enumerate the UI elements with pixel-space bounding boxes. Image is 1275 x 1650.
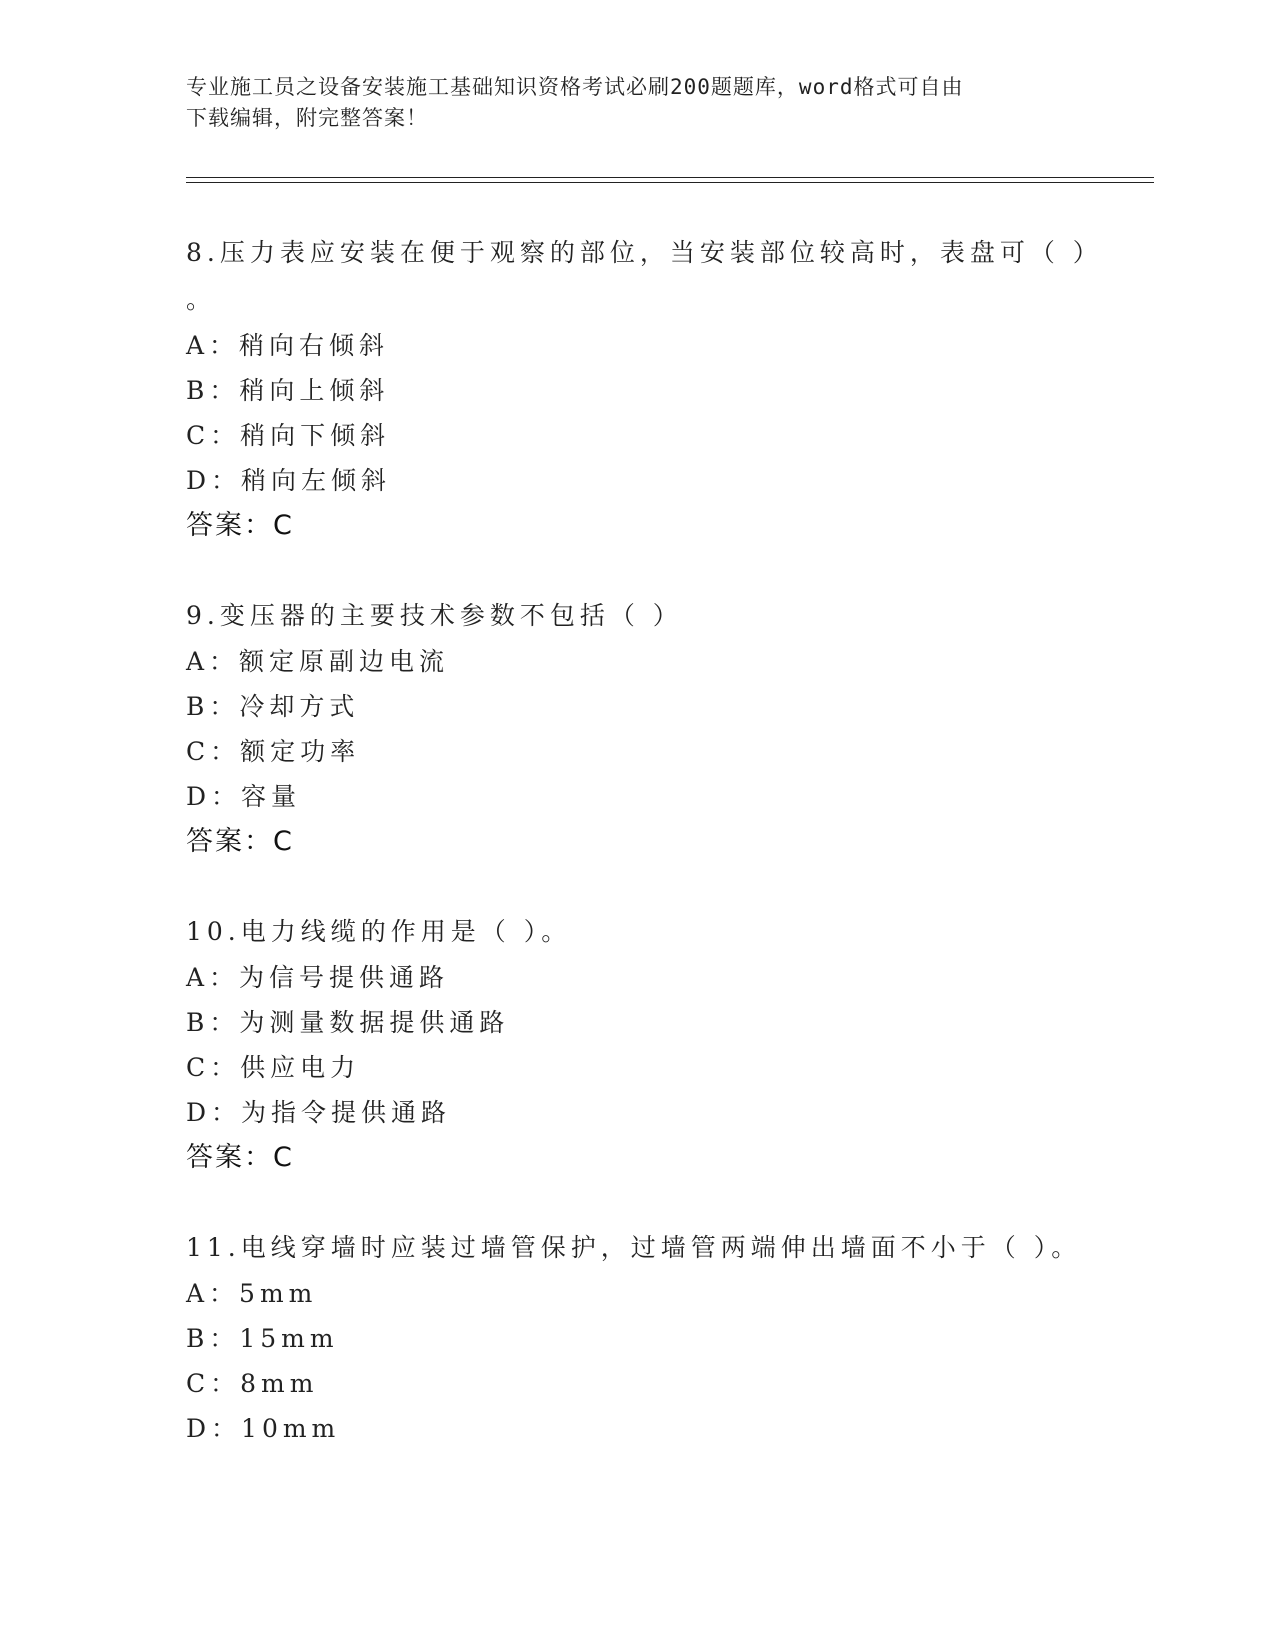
question-8-stem: 8.压力表应安装在便于观察的部位，当安装部位较高时，表盘可（ ） <box>186 238 1103 267</box>
question-10-answer: 答案：C <box>186 1142 294 1173</box>
question-10-option-c: C：供应电力 <box>186 1053 361 1082</box>
question-8-option-a: A：稍向右倾斜 <box>186 331 390 360</box>
question-9-option-c: C：额定功率 <box>186 737 361 766</box>
question-10-option-d: D：为指令提供通路 <box>186 1098 452 1127</box>
question-8-answer: 答案：C <box>186 510 294 541</box>
question-10-option-a: A：为信号提供通路 <box>186 963 450 992</box>
question-10-option-b: B：为测量数据提供通路 <box>186 1008 510 1037</box>
question-8-option-c: C：稍向下倾斜 <box>186 421 391 450</box>
question-11-option-a: A：5mm <box>186 1279 318 1308</box>
question-11-option-d: D：10mm <box>186 1414 341 1443</box>
question-9-stem: 9.变压器的主要技术参数不包括（ ） <box>186 601 683 630</box>
question-11-option-b: B：15mm <box>186 1324 339 1353</box>
question-9-answer: 答案：C <box>186 826 294 857</box>
header-line-1: 专业施工员之设备安装施工基础知识资格考试必刷200题题库，word格式可自由 <box>186 75 964 99</box>
question-9-option-a: A：额定原副边电流 <box>186 647 450 676</box>
question-11-option-c: C：8mm <box>186 1369 319 1398</box>
question-10-stem: 10.电力线缆的作用是（ ）。 <box>186 917 572 946</box>
document-header <box>186 72 1066 134</box>
question-8-stem-continuation: 。 <box>186 285 217 314</box>
question-11-stem: 11.电线穿墙时应装过墙管保护，过墙管两端伸出墙面不小于（ ）。 <box>186 1233 1082 1262</box>
question-9-option-b: B：冷却方式 <box>186 692 360 721</box>
header-line-2: 下载编辑，附完整答案！ <box>186 106 428 130</box>
header-divider-top <box>186 177 1154 178</box>
question-9-option-d: D：容量 <box>186 782 302 811</box>
header-divider-bottom <box>186 182 1154 183</box>
question-8-option-b: B：稍向上倾斜 <box>186 376 390 405</box>
question-8-option-d: D：稍向左倾斜 <box>186 466 392 495</box>
